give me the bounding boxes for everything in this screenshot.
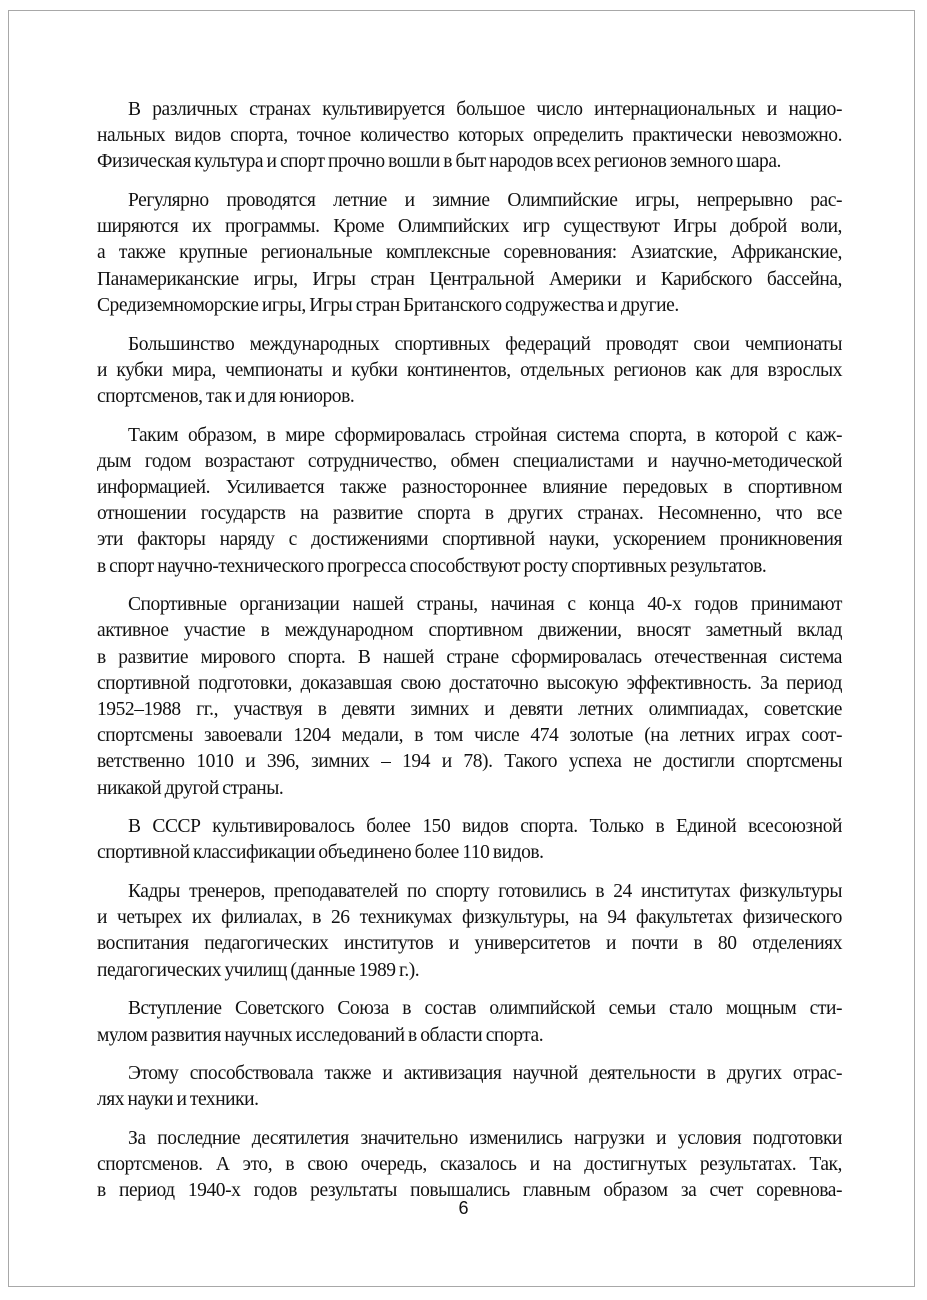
text-line: Таким образом, в мире сформировалась стройная система спорта, в которой с каж- xyxy=(128,424,842,446)
text-line: спортсмены завоевали 1204 медали, в том числе 474 золотые (на летних играх соот- xyxy=(97,725,842,747)
text-line: информацией. Усиливается также разностороннее влияние передовых в спортивном xyxy=(97,476,842,498)
text-line: лях науки и техники. xyxy=(97,1089,259,1111)
text-line: спортсменов. А это, в свою очередь, сказалось и на достигнутых результатах. Так, xyxy=(97,1154,842,1176)
text-line: Кадры тренеров, преподавателей по спорту готовились в 24 институтах физкультуры xyxy=(128,881,842,903)
text-line: спортсменов, так и для юниоров. xyxy=(97,385,355,407)
paragraph xyxy=(97,1061,842,1113)
text-line: а также крупные региональные комплексные соревнования: Азиатские, Африканские, xyxy=(97,242,842,264)
page-number: 6 xyxy=(458,1198,469,1218)
paragraph xyxy=(97,996,842,1048)
text-line: в спорт научно-технического прогресса способствуют росту спортивных результатов. xyxy=(97,555,767,577)
text-line: отношении государств на развитие спорта в других странах. Несомненно, что все xyxy=(97,503,842,525)
text-line: нальных видов спорта, точное количество которых определить практически невозможно. xyxy=(97,125,842,147)
paragraph xyxy=(97,188,842,319)
text-line: спортивной классификации объединено более 110 видов. xyxy=(97,842,544,864)
text-line: никакой другой страны. xyxy=(97,777,284,799)
paragraph xyxy=(97,592,842,802)
text-line: В различных странах культивируется большое число интернациональных и нацио- xyxy=(128,99,842,120)
text-line: Панамериканские игры, Игры стран Центральной Америки и Карибского бассейна, xyxy=(97,268,842,290)
paragraph xyxy=(97,332,842,411)
text-line: В СССР культивировалось более 150 видов спорта. Только в Единой всесоюзной xyxy=(128,816,842,838)
text-line: Большинство международных спортивных федераций проводят свои чемпионаты xyxy=(128,333,842,355)
text-line: Этому способствовала также и активизация научной деятельности в других отрас- xyxy=(128,1063,842,1085)
text-line: 1952–1988 гг., участвуя в девяти зимних и девяти летних олимпиадах, советские xyxy=(97,698,842,720)
paragraph xyxy=(97,814,842,866)
text-line: ветственно 1010 и 396, зимних – 194 и 78). Такого успеха не достигли спортсмены xyxy=(97,751,842,773)
text-line: ширяются их программы. Кроме Олимпийских игр существуют Игры доброй воли, xyxy=(97,216,842,238)
body-text xyxy=(97,97,842,1217)
text-line: Физическая культура и спорт прочно вошли в быт народов всех регионов земного шара. xyxy=(97,151,781,173)
paragraph xyxy=(97,97,842,176)
text-line: дым годом возрастают сотрудничество, обмен специалистами и научно-методической xyxy=(97,450,842,472)
text-line: мулом развития научных исследований в области спорта. xyxy=(97,1024,544,1046)
paragraph xyxy=(97,1126,842,1205)
text-line: в развитие мирового спорта. В нашей стране сформировалась отечественная система xyxy=(97,646,842,668)
text-line: эти факторы наряду с достижениями спортивной науки, ускорением проникновения xyxy=(97,529,842,551)
text-line: Вступление Советского Союза в состав олимпийской семьи стало мощным сти- xyxy=(128,998,842,1020)
text-line: и четырех их филиалах, в 26 техникумах физкультуры, на 94 факультетах физического xyxy=(97,907,842,929)
text-line: и кубки мира, чемпионаты и кубки континентов, отдельных регионов как для взрослых xyxy=(97,359,842,381)
paragraph xyxy=(97,423,842,580)
text-line: спортивной подготовки, доказавшая свою достаточно высокую эффективность. За период xyxy=(97,672,842,694)
text-line: активное участие в международном спортивном движении, вносят заметный вклад xyxy=(97,620,842,642)
text-line: Спортивные организации нашей страны, начиная с конца 40-х годов принимают xyxy=(128,594,842,616)
text-line: воспитания педагогических институтов и университетов и почти в 80 отделениях xyxy=(97,933,842,955)
text-line: Регулярно проводятся летние и зимние Олимпийские игры, непрерывно рас- xyxy=(128,190,842,212)
text-line: в период 1940-х годов результаты повышались главным образом за счет соревнова- xyxy=(97,1180,842,1202)
text-line: За последние десятилетия значительно изменились нагрузки и условия подготовки xyxy=(128,1128,842,1150)
text-line: Средиземноморские игры, Игры стран Британского содружества и другие. xyxy=(97,294,679,316)
text-line: педагогических училищ (данные 1989 г.). xyxy=(97,959,420,981)
paragraph xyxy=(97,879,842,984)
